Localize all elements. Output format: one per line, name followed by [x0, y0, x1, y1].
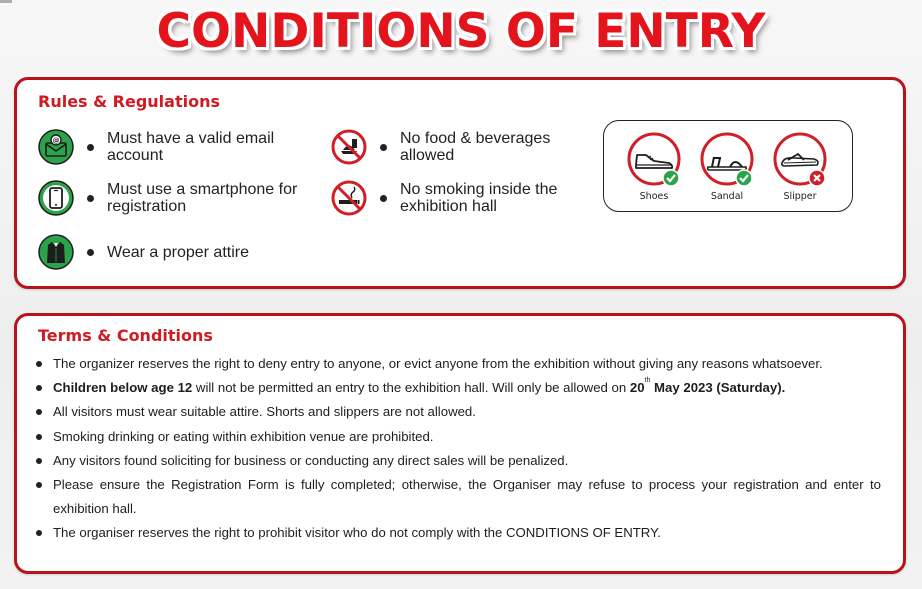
footwear-sandal	[697, 131, 757, 201]
list-item: Please ensure the Registration Form is fully completed; otherwise, the Organiser may refuse to process your registration and enter to exhibition hall.	[35, 473, 881, 521]
no-smoking-icon	[330, 179, 368, 217]
date-rest: May 2023 (Saturday).	[650, 380, 786, 396]
bullet	[87, 144, 94, 151]
footwear-label: Shoes	[639, 191, 669, 202]
shoes-icon	[624, 131, 684, 191]
footwear-box	[603, 120, 853, 212]
rule-item-attire	[37, 233, 307, 271]
rules-heading: Rules & Regulations	[38, 92, 220, 111]
no-food-icon	[330, 128, 368, 166]
rule-text: No food & beverages allowed	[400, 130, 551, 164]
list-item: The organiser reserves the right to prohibit visitor who do not comply with the CONDITIONS OF ENTRY.	[35, 521, 881, 545]
attire-icon	[37, 233, 75, 271]
smartphone-icon	[37, 179, 75, 217]
email-icon	[37, 128, 75, 166]
footwear-slipper	[770, 131, 830, 201]
bullet	[87, 249, 94, 256]
rule-text: Must use a smartphone for registration	[107, 181, 298, 215]
sandal-icon	[697, 131, 757, 191]
list-item: The organizer reserves the right to deny entry to anyone, or evict anyone from the exhibition without giving any reasons whatsoever.	[35, 352, 881, 376]
bullet	[87, 195, 94, 202]
rule-item-no-smoking	[330, 179, 600, 217]
rule-item-smartphone	[37, 179, 307, 217]
list-item: Any visitors found soliciting for business or conducting any direct sales will be penalized.	[35, 449, 881, 473]
rule-item-no-food	[330, 128, 600, 166]
page-title: CONDITIONS OF ENTRY	[156, 4, 766, 59]
bold-lead: Children below age 12	[53, 380, 193, 396]
svg-text:@: @	[52, 136, 60, 145]
terms-heading: Terms & Conditions	[38, 326, 213, 345]
date-day: 20	[629, 380, 645, 396]
rule-text: Wear a proper attire	[107, 243, 249, 261]
rule-text: No smoking inside the exhibition hall	[400, 181, 558, 215]
list-item: All visitors must wear suitable attire. Shorts and slippers are not allowed.	[35, 400, 881, 424]
footwear-shoes	[624, 131, 684, 201]
rules-panel	[14, 77, 906, 289]
slipper-icon	[770, 131, 830, 191]
bullet	[380, 144, 387, 151]
footwear-label: Sandal	[710, 191, 744, 202]
list-item: Smoking drinking or eating within exhibition venue are prohibited.	[35, 425, 881, 449]
bullet	[380, 195, 387, 202]
rule-text: Must have a valid email account	[107, 130, 275, 164]
footwear-label: Slipper	[783, 191, 817, 202]
terms-panel	[14, 313, 906, 574]
date-suffix: th	[644, 377, 651, 385]
list-item: Children below age 12 will not be permitted an entry to the exhibition hall. Will only be allowed on 20th May 2023 (Saturday).	[35, 376, 881, 400]
rule-item-email	[37, 128, 307, 166]
terms-list	[35, 352, 881, 546]
